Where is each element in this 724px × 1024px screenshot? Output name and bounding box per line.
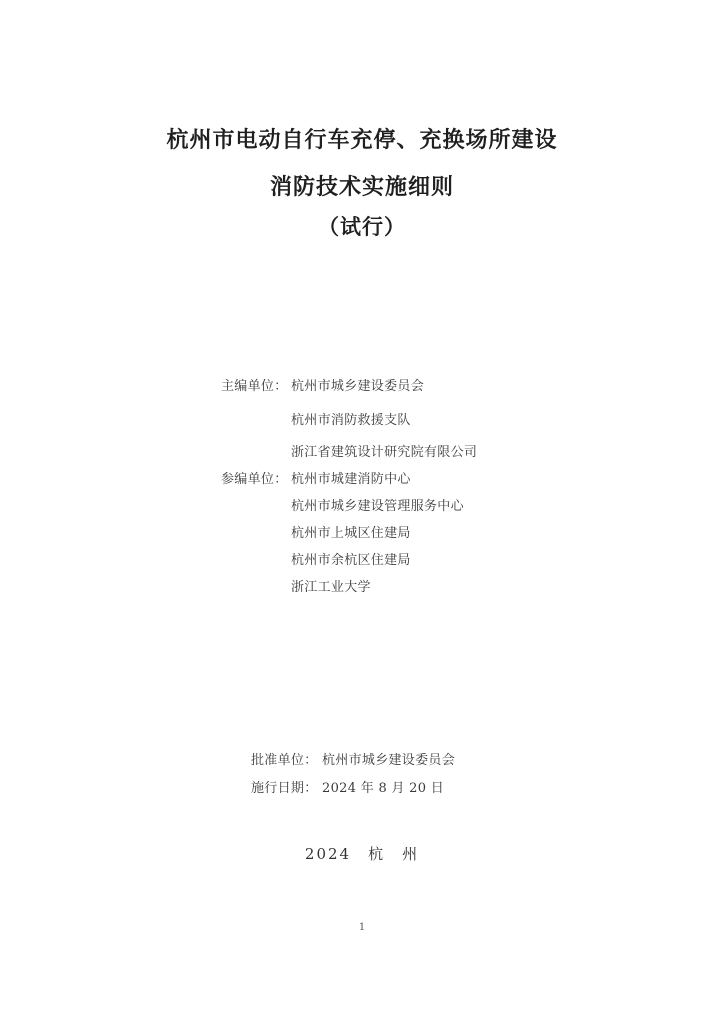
document-title-trial-note: （试行） — [318, 215, 406, 239]
publication-year-city: 2024 杭 州 — [304, 845, 420, 863]
effective-date-value: 2024 年 8 月 20 日 — [322, 781, 445, 796]
page-number: 1 — [358, 922, 366, 933]
co-editor-unit: 杭州市上城区住建局 — [291, 526, 411, 541]
co-editor-unit: 浙江工业大学 — [291, 580, 371, 595]
co-editor-unit: 杭州市余杭区住建局 — [291, 553, 411, 568]
co-editors-label: 参编单位： — [221, 472, 288, 487]
chief-editor-unit: 浙江省建筑设计研究院有限公司 — [291, 445, 478, 460]
approval-unit: 杭州市城乡建设委员会 — [322, 753, 456, 768]
effective-date-label: 施行日期： — [251, 781, 318, 796]
co-editor-unit: 杭州市城乡建设管理服务中心 — [291, 499, 464, 514]
chief-editor-unit: 杭州市消防救援支队 — [291, 413, 411, 428]
document-title-line1: 杭州市电动自行车充停、充换场所建设 — [166, 128, 558, 153]
co-editor-unit: 杭州市城建消防中心 — [291, 472, 411, 487]
approval-label: 批准单位： — [251, 753, 318, 768]
chief-editors-label: 主编单位： — [221, 379, 288, 394]
document-title-line2: 消防技术实施细则 — [269, 175, 454, 200]
chief-editor-unit: 杭州市城乡建设委员会 — [291, 379, 425, 394]
